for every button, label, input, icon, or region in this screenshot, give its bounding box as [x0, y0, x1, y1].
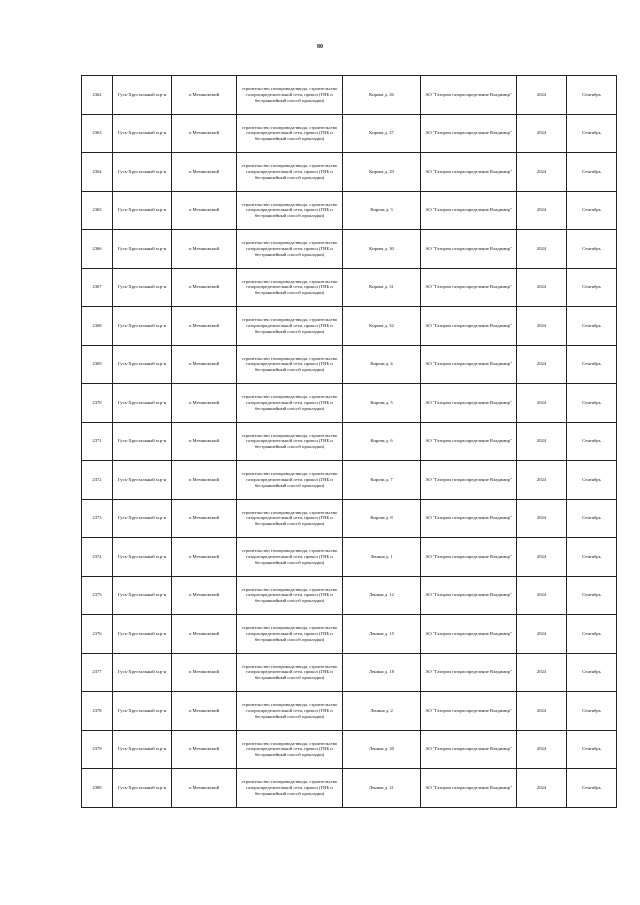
organization-cell: АО "Газпром газораспределение Владимир" — [421, 153, 517, 192]
address-cell: Ленина д. 18 — [343, 653, 421, 692]
organization-cell: АО "Газпром газораспределение Владимир" — [421, 615, 517, 654]
district-cell: Гусь-Хрустальный м.р-н — [113, 268, 172, 307]
settlement-cell: п Мезиновский — [172, 76, 237, 115]
district-cell: Гусь-Хрустальный м.р-н — [113, 114, 172, 153]
district-cell: Гусь-Хрустальный м.р-н — [113, 538, 172, 577]
month-cell: Сентябрь — [567, 191, 617, 230]
year-cell: 2024 — [517, 576, 567, 615]
work-type-cell: строительство газопровода-ввода, строительство газораспределительной сети, прокол (ГНБ и бестраншейный способ прокладки) — [237, 345, 343, 384]
settlement-cell: п Мезиновский — [172, 307, 237, 346]
year-cell: 2024 — [517, 230, 567, 269]
table-row — [82, 76, 617, 115]
district-cell: Гусь-Хрустальный м.р-н — [113, 307, 172, 346]
row-number: 2372 — [82, 461, 113, 500]
address-cell: Ленина д. 20 — [343, 730, 421, 769]
address-cell: Кирова д. 27 — [343, 114, 421, 153]
month-cell: Сентябрь — [567, 345, 617, 384]
year-cell: 2024 — [517, 191, 567, 230]
settlement-cell: п Мезиновский — [172, 345, 237, 384]
work-type-cell: строительство газопровода-ввода, строительство газораспределительной сети, прокол (ГНБ и бестраншейный способ прокладки) — [237, 461, 343, 500]
month-cell: Сентябрь — [567, 538, 617, 577]
address-cell: Ленина д. 15 — [343, 615, 421, 654]
work-type-cell: строительство газопровода-ввода, строительство газораспределительной сети, прокол (ГНБ и бестраншейный способ прокладки) — [237, 268, 343, 307]
organization-cell: АО "Газпром газораспределение Владимир" — [421, 345, 517, 384]
month-cell: Сентябрь — [567, 307, 617, 346]
month-cell: Сентябрь — [567, 230, 617, 269]
district-cell: Гусь-Хрустальный м.р-н — [113, 576, 172, 615]
settlement-cell: п Мезиновский — [172, 769, 237, 808]
row-number: 2378 — [82, 692, 113, 731]
table-row — [82, 692, 617, 731]
district-cell: Гусь-Хрустальный м.р-н — [113, 653, 172, 692]
table-row — [82, 384, 617, 423]
row-number: 2364 — [82, 153, 113, 192]
year-cell: 2024 — [517, 538, 567, 577]
settlement-cell: п Мезиновский — [172, 499, 237, 538]
year-cell: 2024 — [517, 114, 567, 153]
settlement-cell: п Мезиновский — [172, 615, 237, 654]
settlement-cell: п Мезиновский — [172, 576, 237, 615]
district-cell: Гусь-Хрустальный м.р-н — [113, 615, 172, 654]
table-body — [82, 76, 617, 808]
work-type-cell: строительство газопровода-ввода, строительство газораспределительной сети, прокол (ГНБ и бестраншейный способ прокладки) — [237, 576, 343, 615]
row-number: 2366 — [82, 230, 113, 269]
work-type-cell: строительство газопровода-ввода, строительство газораспределительной сети, прокол (ГНБ и бестраншейный способ прокладки) — [237, 114, 343, 153]
district-cell: Гусь-Хрустальный м.р-н — [113, 191, 172, 230]
month-cell: Сентябрь — [567, 153, 617, 192]
settlement-cell: п Мезиновский — [172, 653, 237, 692]
settlement-cell: п Мезиновский — [172, 114, 237, 153]
year-cell: 2024 — [517, 730, 567, 769]
year-cell: 2024 — [517, 153, 567, 192]
address-cell: Кирова д. 29 — [343, 153, 421, 192]
table-row — [82, 730, 617, 769]
organization-cell: АО "Газпром газораспределение Владимир" — [421, 769, 517, 808]
row-number: 2373 — [82, 499, 113, 538]
district-cell: Гусь-Хрустальный м.р-н — [113, 499, 172, 538]
month-cell: Сентябрь — [567, 384, 617, 423]
organization-cell: АО "Газпром газораспределение Владимир" — [421, 76, 517, 115]
table-row — [82, 307, 617, 346]
table-row — [82, 461, 617, 500]
table-row — [82, 769, 617, 808]
work-type-cell: строительство газопровода-ввода, строительство газораспределительной сети, прокол (ГНБ и бестраншейный способ прокладки) — [237, 653, 343, 692]
work-type-cell: строительство газопровода-ввода, строительство газораспределительной сети, прокол (ГНБ и бестраншейный способ прокладки) — [237, 230, 343, 269]
month-cell: Сентябрь — [567, 615, 617, 654]
month-cell: Сентябрь — [567, 499, 617, 538]
row-number: 2380 — [82, 769, 113, 808]
table-row — [82, 191, 617, 230]
address-cell: Кирова д. 26 — [343, 76, 421, 115]
settlement-cell: п Мезиновский — [172, 191, 237, 230]
table-row — [82, 422, 617, 461]
organization-cell: АО "Газпром газораспределение Владимир" — [421, 268, 517, 307]
row-number: 2370 — [82, 384, 113, 423]
organization-cell: АО "Газпром газораспределение Владимир" — [421, 692, 517, 731]
address-cell: Кирова д. 5 — [343, 384, 421, 423]
year-cell: 2024 — [517, 268, 567, 307]
organization-cell: АО "Газпром газораспределение Владимир" — [421, 422, 517, 461]
address-cell: Ленина д. 1 — [343, 538, 421, 577]
year-cell: 2024 — [517, 345, 567, 384]
settlement-cell: п Мезиновский — [172, 730, 237, 769]
organization-cell: АО "Газпром газораспределение Владимир" — [421, 230, 517, 269]
address-cell: Кирова д. 32 — [343, 307, 421, 346]
row-number: 2374 — [82, 538, 113, 577]
district-cell: Гусь-Хрустальный м.р-н — [113, 76, 172, 115]
month-cell: Сентябрь — [567, 268, 617, 307]
organization-cell: АО "Газпром газораспределение Владимир" — [421, 307, 517, 346]
year-cell: 2024 — [517, 769, 567, 808]
work-type-cell: строительство газопровода-ввода, строительство газораспределительной сети, прокол (ГНБ и бестраншейный способ прокладки) — [237, 538, 343, 577]
district-cell: Гусь-Хрустальный м.р-н — [113, 422, 172, 461]
address-cell: Ленина д. 21 — [343, 769, 421, 808]
work-type-cell: строительство газопровода-ввода, строительство газораспределительной сети, прокол (ГНБ и бестраншейный способ прокладки) — [237, 499, 343, 538]
district-cell: Гусь-Хрустальный м.р-н — [113, 345, 172, 384]
row-number: 2369 — [82, 345, 113, 384]
settlement-cell: п Мезиновский — [172, 538, 237, 577]
address-cell: Кирова д. 8 — [343, 499, 421, 538]
table-row — [82, 114, 617, 153]
month-cell: Сентябрь — [567, 114, 617, 153]
address-cell: Кирова д. 31 — [343, 268, 421, 307]
year-cell: 2024 — [517, 499, 567, 538]
organization-cell: АО "Газпром газораспределение Владимир" — [421, 653, 517, 692]
address-cell: Кирова д. 7 — [343, 461, 421, 500]
month-cell: Сентябрь — [567, 422, 617, 461]
settlement-cell: п Мезиновский — [172, 384, 237, 423]
row-number: 2368 — [82, 307, 113, 346]
gasification-schedule-table — [81, 75, 617, 808]
row-number: 2375 — [82, 576, 113, 615]
district-cell: Гусь-Хрустальный м.р-н — [113, 384, 172, 423]
row-number: 2371 — [82, 422, 113, 461]
organization-cell: АО "Газпром газораспределение Владимир" — [421, 499, 517, 538]
organization-cell: АО "Газпром газораспределение Владимир" — [421, 114, 517, 153]
row-number: 2365 — [82, 191, 113, 230]
district-cell: Гусь-Хрустальный м.р-н — [113, 730, 172, 769]
table-row — [82, 268, 617, 307]
district-cell: Гусь-Хрустальный м.р-н — [113, 230, 172, 269]
page-number: 80 — [317, 44, 323, 50]
work-type-cell: строительство газопровода-ввода, строительство газораспределительной сети, прокол (ГНБ и бестраншейный способ прокладки) — [237, 307, 343, 346]
table-row — [82, 230, 617, 269]
year-cell: 2024 — [517, 461, 567, 500]
settlement-cell: п Мезиновский — [172, 268, 237, 307]
work-type-cell: строительство газопровода-ввода, строительство газораспределительной сети, прокол (ГНБ и бестраншейный способ прокладки) — [237, 730, 343, 769]
month-cell: Сентябрь — [567, 692, 617, 731]
year-cell: 2024 — [517, 615, 567, 654]
organization-cell: АО "Газпром газораспределение Владимир" — [421, 191, 517, 230]
year-cell: 2024 — [517, 307, 567, 346]
work-type-cell: строительство газопровода-ввода, строительство газораспределительной сети, прокол (ГНБ и бестраншейный способ прокладки) — [237, 153, 343, 192]
address-cell: Кирова д. 3 — [343, 191, 421, 230]
work-type-cell: строительство газопровода-ввода, строительство газораспределительной сети, прокол (ГНБ и бестраншейный способ прокладки) — [237, 769, 343, 808]
work-type-cell: строительство газопровода-ввода, строительство газораспределительной сети, прокол (ГНБ и бестраншейный способ прокладки) — [237, 384, 343, 423]
work-type-cell: строительство газопровода-ввода, строительство газораспределительной сети, прокол (ГНБ и бестраншейный способ прокладки) — [237, 615, 343, 654]
row-number: 2377 — [82, 653, 113, 692]
row-number: 2363 — [82, 114, 113, 153]
table-row — [82, 153, 617, 192]
settlement-cell: п Мезиновский — [172, 692, 237, 731]
work-type-cell: строительство газопровода-ввода, строительство газораспределительной сети, прокол (ГНБ и бестраншейный способ прокладки) — [237, 191, 343, 230]
work-type-cell: строительство газопровода-ввода, строительство газораспределительной сети, прокол (ГНБ и бестраншейный способ прокладки) — [237, 692, 343, 731]
settlement-cell: п Мезиновский — [172, 153, 237, 192]
year-cell: 2024 — [517, 384, 567, 423]
table-row — [82, 653, 617, 692]
settlement-cell: п Мезиновский — [172, 461, 237, 500]
table-row — [82, 615, 617, 654]
organization-cell: АО "Газпром газораспределение Владимир" — [421, 384, 517, 423]
table-row — [82, 499, 617, 538]
district-cell: Гусь-Хрустальный м.р-н — [113, 769, 172, 808]
address-cell: Кирова д. 30 — [343, 230, 421, 269]
row-number: 2367 — [82, 268, 113, 307]
row-number: 2379 — [82, 730, 113, 769]
settlement-cell: п Мезиновский — [172, 230, 237, 269]
address-cell: Кирова д. 6 — [343, 422, 421, 461]
year-cell: 2024 — [517, 422, 567, 461]
settlement-cell: п Мезиновский — [172, 422, 237, 461]
district-cell: Гусь-Хрустальный м.р-н — [113, 692, 172, 731]
month-cell: Сентябрь — [567, 730, 617, 769]
organization-cell: АО "Газпром газораспределение Владимир" — [421, 730, 517, 769]
month-cell: Сентябрь — [567, 461, 617, 500]
table-row — [82, 538, 617, 577]
address-cell: Ленина д. 12 — [343, 576, 421, 615]
address-cell: Ленина д. 2 — [343, 692, 421, 731]
table-row — [82, 345, 617, 384]
work-type-cell: строительство газопровода-ввода, строительство газораспределительной сети, прокол (ГНБ и бестраншейный способ прокладки) — [237, 76, 343, 115]
row-number: 2376 — [82, 615, 113, 654]
organization-cell: АО "Газпром газораспределение Владимир" — [421, 538, 517, 577]
year-cell: 2024 — [517, 76, 567, 115]
month-cell: Сентябрь — [567, 576, 617, 615]
district-cell: Гусь-Хрустальный м.р-н — [113, 153, 172, 192]
year-cell: 2024 — [517, 653, 567, 692]
month-cell: Сентябрь — [567, 76, 617, 115]
district-cell: Гусь-Хрустальный м.р-н — [113, 461, 172, 500]
year-cell: 2024 — [517, 692, 567, 731]
month-cell: Сентябрь — [567, 653, 617, 692]
month-cell: Сентябрь — [567, 769, 617, 808]
organization-cell: АО "Газпром газораспределение Владимир" — [421, 576, 517, 615]
address-cell: Кирова д. 4 — [343, 345, 421, 384]
organization-cell: АО "Газпром газораспределение Владимир" — [421, 461, 517, 500]
row-number: 2362 — [82, 76, 113, 115]
work-type-cell: строительство газопровода-ввода, строительство газораспределительной сети, прокол (ГНБ и бестраншейный способ прокладки) — [237, 422, 343, 461]
table-row — [82, 576, 617, 615]
